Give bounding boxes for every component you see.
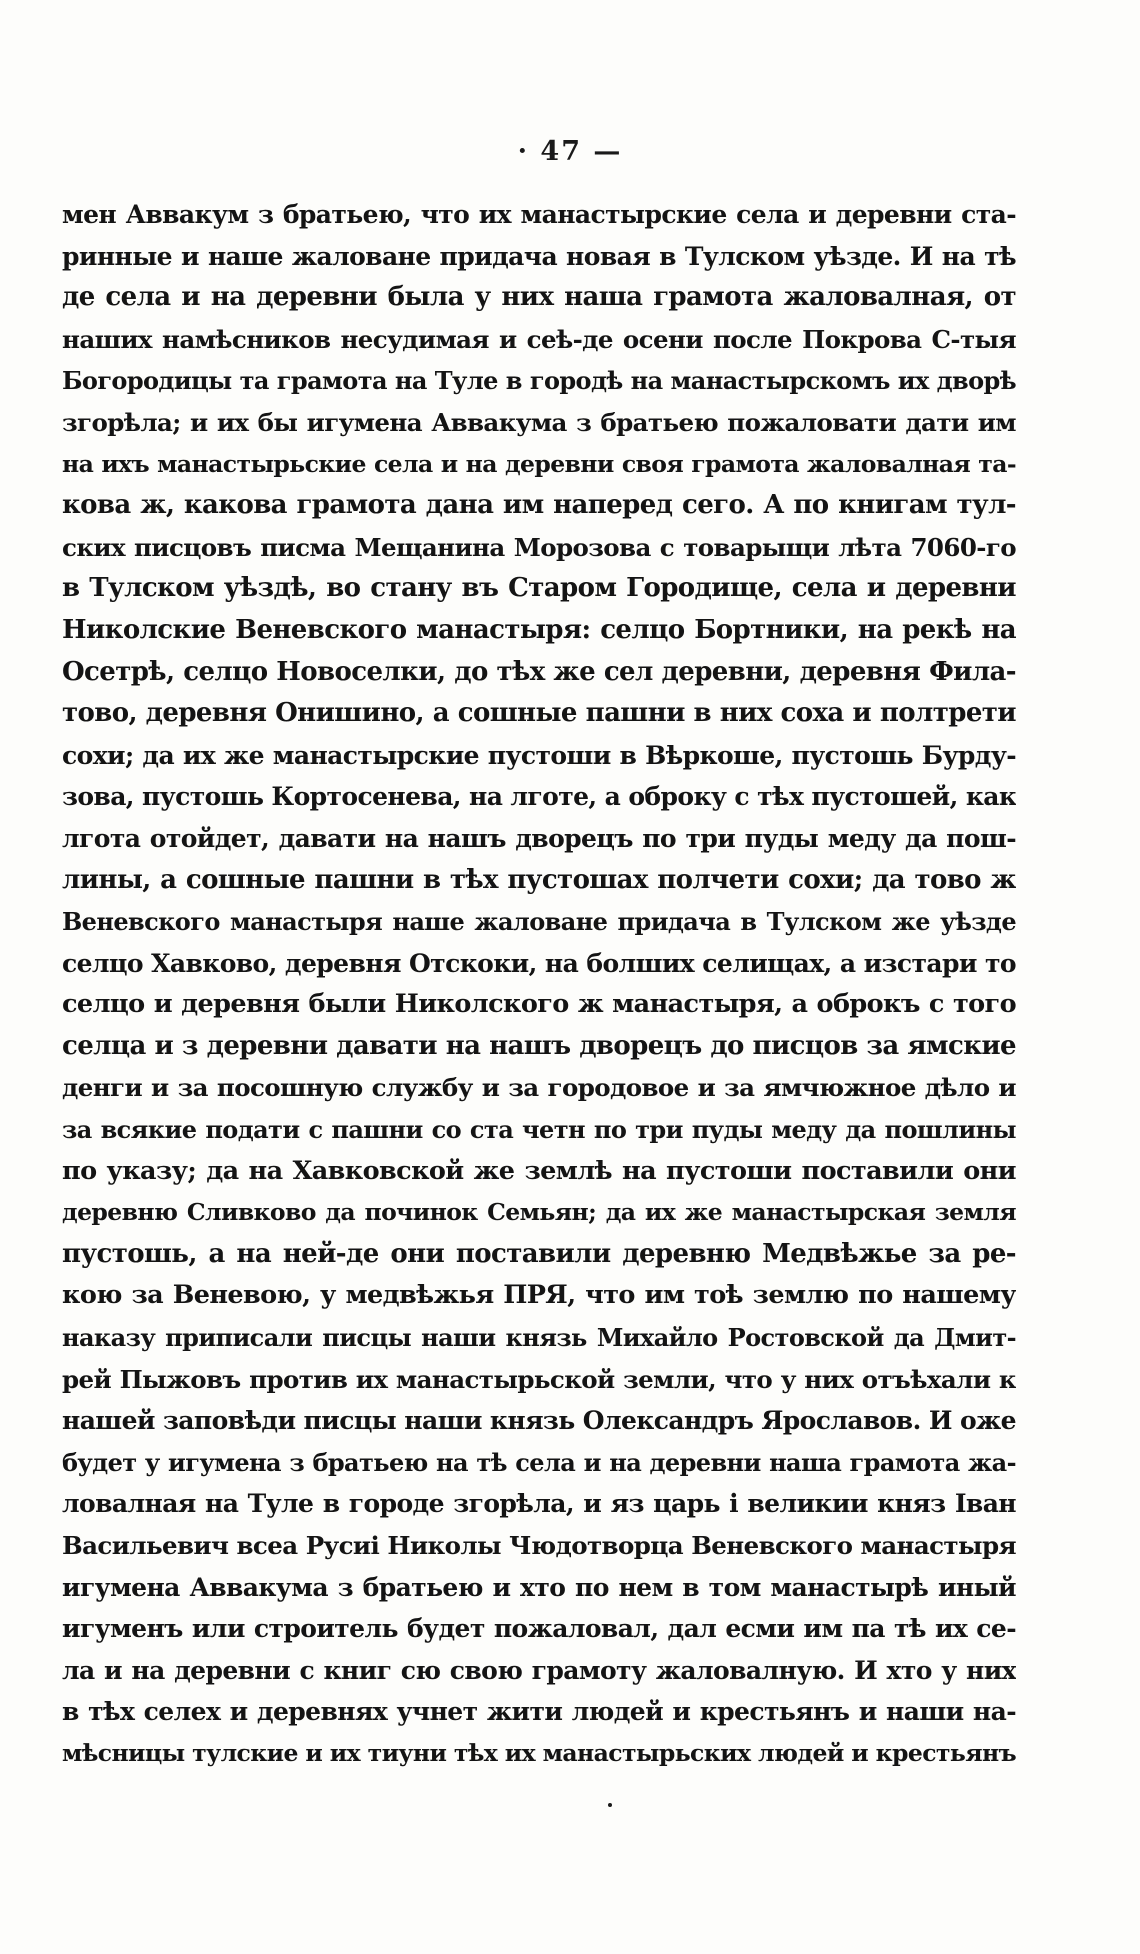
text-line: мѣсницы тулские и их тиуни тѣх их манастырьских людей и крестьянъ	[62, 1738, 1016, 1767]
text-line: ла и на деревни с книг сю свою грамоту жаловалную. И хто у них	[62, 1655, 1016, 1685]
text-line: наказу приписали писцы наши князь Михайло Ростовской да Дмит-	[62, 1323, 1016, 1353]
text-line: пустошь, а на ней-де они поставили деревню Медвѣжье за ре-	[62, 1238, 1016, 1269]
text-line: кова ж, какова грамота дана им наперед сего. А по книгам тул-	[62, 490, 1016, 521]
text-line: Николские Веневского манастыря: селцо Бортники, на рекѣ на	[62, 614, 1016, 645]
text-line: Богородицы та грамота на Туле в городѣ на манастырскомъ их дворѣ	[62, 366, 1016, 396]
text-line: Васильевич всеа Русиі Николы Чюдотворца Веневского манастыря	[62, 1531, 1016, 1560]
text-line: за всякие подати с пашни со ста четн по три пуды меду да пошлины	[62, 1115, 1016, 1145]
text-line: лины, а сошные пашни в тѣх пустошах полчети сохи; да тово ж	[62, 864, 1016, 895]
text-line: рей Пыжовъ против их манастырьской земли, что у них отъѣхали к	[62, 1364, 1016, 1394]
text-line: ских писцовъ писма Мещанина Морозова с товарыщи лѣта 7060-го	[62, 532, 1016, 562]
text-line: зова, пустошь Кортосенева, на лготе, а оброку с тѣх пустошей, как	[62, 782, 1016, 812]
text-line: мен Аввакум з братьею, что их манастырские села и деревни ста-	[62, 200, 1016, 229]
page-number: · 47 —	[517, 136, 623, 167]
text-line: селцо Хавково, деревня Отскоки, на болших селищах, а изстари то	[62, 948, 1016, 978]
text-line: селца и з деревни давати на нашъ дворецъ до писцов за ямские	[62, 1030, 1016, 1061]
text-line: Веневского манастыря наше жаловане придача в Тулском же уѣзде	[62, 907, 1016, 937]
text-line: на ихъ манастырьские села и на деревни своя грамота жаловалная та-	[62, 449, 1016, 478]
text-line: будет у игумена з братьею на тѣ села и на деревни наша грамота жа-	[62, 1447, 1016, 1477]
stray-mark	[608, 1803, 612, 1807]
body-text	[62, 194, 1016, 1775]
text-line: де села и на деревни была у них наша грамота жаловалная, от	[62, 282, 1016, 313]
text-line: деревню Сливково да починок Семьян; да их же манастырская земля	[62, 1198, 1016, 1227]
text-line: селцо и деревня были Николского ж манастыря, а оброкъ с того	[62, 989, 1016, 1020]
text-line: денги и за посошную службу и за городовое и за ямчюжное дѣло и	[62, 1073, 1016, 1103]
text-line: тово, деревня Онишино, а сошные пашни в них соха и полтрети	[62, 698, 1016, 729]
text-line: нашей заповѣди писцы наши князь Олександръ Ярославов. И оже	[62, 1406, 1016, 1436]
text-line: в тѣх селех и деревнях учнет жити людей и крестьянъ и наши на-	[62, 1697, 1016, 1727]
text-line: Осетрѣ, селцо Новоселки, до тѣх же сел деревни, деревня Фила-	[62, 656, 1016, 687]
text-line: наших намѣсников несудимая и сеѣ-де осени после Покрова С-тыя	[62, 324, 1016, 354]
text-line: игуменъ или строитель будет пожаловал, дал есми им па тѣ их се-	[62, 1614, 1016, 1644]
text-line: згорѣла; и их бы игумена Аввакума з братьею пожаловати дати им	[62, 407, 1016, 437]
text-line: лгота отойдет, давати на нашъ дворецъ по три пуды меду да пош-	[62, 823, 1016, 853]
text-line: ринные и наше жаловане придача новая в Тулском уѣзде. И на тѣ	[62, 241, 1016, 271]
text-line: в Тулском уѣздѣ, во стану въ Старом Городище, села и деревни	[62, 573, 1016, 604]
text-line: сохи; да их же манастырские пустоши в Вѣркоше, пустошь Бурду-	[62, 740, 1016, 770]
text-line: по указу; да на Хавковской же землѣ на пустоши поставили они	[62, 1155, 1016, 1186]
text-line: игумена Аввакума з братьею и хто по нем в том манастырѣ иный	[62, 1572, 1016, 1602]
text-line: ловалная на Туле в городе згорѣла, и яз царь і великии княз Іван	[62, 1489, 1016, 1519]
text-line: кою за Веневою, у медвѣжья ПРЯ, что им тоѣ землю по нашему	[62, 1280, 1016, 1311]
